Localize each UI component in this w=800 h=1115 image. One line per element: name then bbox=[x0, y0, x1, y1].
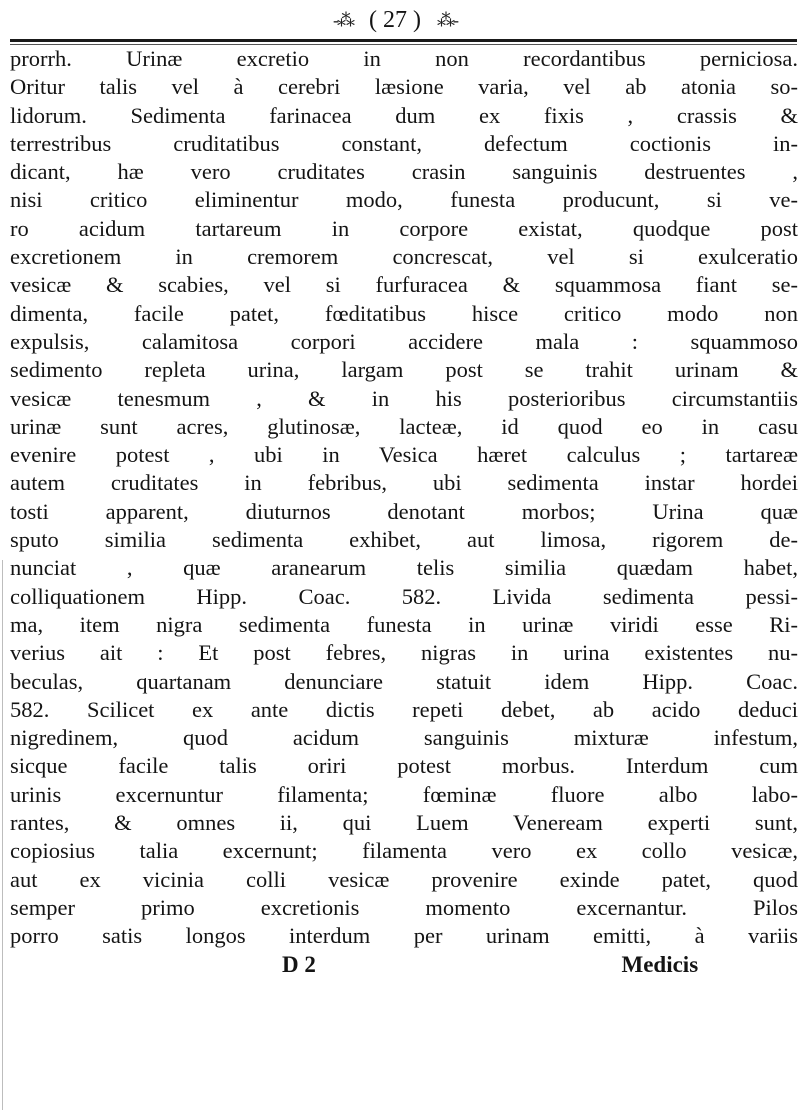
text-line: vesicæ tenesmum , & in his posterioribus circumstantiis bbox=[10, 385, 798, 411]
signature-mark: D 2 bbox=[282, 951, 316, 977]
text-line: nigredinem, quod acidum sanguinis mixturæ infestum, bbox=[10, 725, 798, 751]
page-number: ( 27 ) bbox=[369, 7, 421, 34]
text-line: prorrh. Urinæ excretio in non recordantibus perniciosa. bbox=[10, 46, 798, 71]
text-line: ma, item nigra sedimenta funesta in urinæ viridi esse Ri- bbox=[10, 611, 798, 637]
ornament-right-icon: ⁂- bbox=[436, 10, 457, 31]
header-rule bbox=[10, 39, 797, 42]
text-line: 582. Scilicet ex ante dictis repeti debet, ab acido deduci bbox=[10, 696, 798, 722]
text-line: excretionem in cremorem concrescat, vel si exulceratio bbox=[10, 244, 798, 270]
text-line: nisi critico eliminentur modo, funesta producunt, si ve- bbox=[10, 187, 798, 213]
text-line: beculas, quartanam denunciare statuit idem Hipp. Coac. bbox=[10, 668, 798, 694]
text-line: nunciat , quæ aranearum telis similia quædam habet, bbox=[10, 555, 798, 581]
text-line: rantes, & omnes ii, qui Luem Veneream experti sunt, bbox=[10, 810, 798, 836]
text-line: ro acidum tartareum in corpore existat, quodque post bbox=[10, 215, 798, 241]
text-line: lidorum. Sedimenta farinacea dum ex fixis , crassis & bbox=[10, 102, 798, 128]
text-line: colliquationem Hipp. Coac. 582. Livida sedimenta pessi- bbox=[10, 583, 798, 609]
text-line: evenire potest , ubi in Vesica hæret calculus ; tartareæ bbox=[10, 442, 798, 468]
text-line: tosti apparent, diuturnos denotant morbos; Urina quæ bbox=[10, 498, 798, 524]
text-line: vesicæ & scabies, vel si furfuracea & squammosa fiant se- bbox=[10, 272, 798, 298]
text-line: porro satis longos interdum per urinam emitti, à variis bbox=[10, 923, 798, 949]
footer-line bbox=[10, 951, 798, 979]
text-line: semper primo excretionis momento excernantur. Pilos bbox=[10, 894, 798, 920]
text-line: copiosius talia excernunt; filamenta vero ex collo vesicæ, bbox=[10, 838, 798, 864]
text-line: terrestribus cruditatibus constant, defectum coctionis in- bbox=[10, 130, 798, 156]
text-line: urinis excernuntur filamenta; fœminæ fluore albo labo- bbox=[10, 781, 798, 807]
ornament-left-icon: -⁂ bbox=[333, 10, 353, 31]
text-line: Oritur talis vel à cerebri læsione varia, vel ab atonia so- bbox=[10, 74, 798, 100]
text-line: dicant, hæ vero cruditates crasin sanguinis destruentes , bbox=[10, 159, 798, 185]
text-line: aut ex vicinia colli vesicæ provenire exinde patet, quod bbox=[10, 866, 798, 892]
text-line: expulsis, calamitosa corpori accidere mala : squammoso bbox=[10, 328, 798, 354]
text-line: sedimento repleta urina, largam post se trahit urinam & bbox=[10, 357, 798, 383]
text-line: sicque facile talis oriri potest morbus. Interdum cum bbox=[10, 753, 798, 779]
text-line: verius ait : Et post febres, nigras in urina existentes nu- bbox=[10, 640, 798, 666]
text-line: autem cruditates in febribus, ubi sedimenta instar hordei bbox=[10, 470, 798, 496]
gutter-shadow bbox=[2, 560, 3, 1110]
text-line: sputo similia sedimenta exhibet, aut limosa, rigorem de- bbox=[10, 527, 798, 553]
catchword: Medicis bbox=[621, 951, 699, 977]
page-header bbox=[275, 2, 515, 36]
text-line: dimenta, facile patet, fœditatibus hisce critico modo non bbox=[10, 300, 798, 326]
body-text bbox=[10, 45, 798, 979]
text-line: urinæ sunt acres, glutinosæ, lacteæ, id quod eo in casu bbox=[10, 413, 798, 439]
